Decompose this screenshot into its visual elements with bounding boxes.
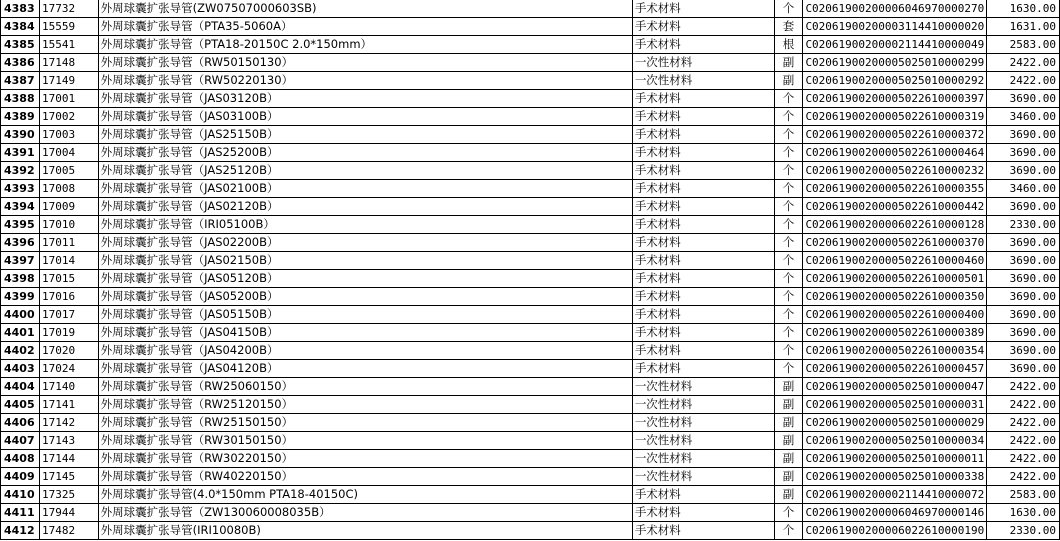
item-name-cell[interactable]: 外周球囊扩张导管（JAS02100B） [98,180,632,198]
category-cell[interactable]: 一次性材料 [632,432,774,450]
item-id-cell[interactable]: 17015 [39,270,98,288]
unit-cell[interactable]: 个 [774,198,803,216]
item-code-cell[interactable]: C02061900200005025010000292 [803,72,987,90]
category-cell[interactable]: 手术材料 [632,126,774,144]
table-row[interactable] [1,180,1060,198]
item-id-cell[interactable]: 17142 [39,414,98,432]
item-code-cell[interactable]: C02061900200005025010000029 [803,414,987,432]
unit-cell[interactable]: 个 [774,342,803,360]
table-row[interactable] [1,378,1060,396]
price-cell[interactable]: 3690.00 [987,342,1060,360]
item-name-cell[interactable]: 外周球囊扩张导管（JAS04120B） [98,360,632,378]
item-name-cell[interactable]: 外周球囊扩张导管（RW50220130） [98,72,632,90]
item-code-cell[interactable]: C02061900200005025010000338 [803,468,987,486]
table-row[interactable] [1,324,1060,342]
table-row[interactable] [1,18,1060,36]
unit-cell[interactable]: 个 [774,324,803,342]
row-index-cell[interactable]: 4395 [1,216,40,234]
row-index-cell[interactable]: 4404 [1,378,40,396]
item-id-cell[interactable]: 17482 [39,522,98,540]
category-cell[interactable]: 手术材料 [632,342,774,360]
item-code-cell[interactable]: C02061900200002114410000072 [803,486,987,504]
category-cell[interactable]: 一次性材料 [632,54,774,72]
unit-cell[interactable]: 副 [774,414,803,432]
item-id-cell[interactable]: 17019 [39,324,98,342]
category-cell[interactable]: 手术材料 [632,306,774,324]
price-cell[interactable]: 3460.00 [987,180,1060,198]
item-name-cell[interactable]: 外周球囊扩张导管（JAS02120B） [98,198,632,216]
item-code-cell[interactable]: C02061900200005025010000011 [803,450,987,468]
unit-cell[interactable]: 个 [774,108,803,126]
item-id-cell[interactable]: 17002 [39,108,98,126]
item-id-cell[interactable]: 17145 [39,468,98,486]
category-cell[interactable]: 手术材料 [632,18,774,36]
price-cell[interactable]: 3690.00 [987,126,1060,144]
unit-cell[interactable]: 个 [774,270,803,288]
item-id-cell[interactable]: 15541 [39,36,98,54]
item-id-cell[interactable]: 17011 [39,234,98,252]
row-index-cell[interactable]: 4399 [1,288,40,306]
table-row[interactable] [1,396,1060,414]
item-code-cell[interactable]: C02061900200005025010000031 [803,396,987,414]
unit-cell[interactable]: 个 [774,126,803,144]
item-code-cell[interactable]: C02061900200006046970000270 [803,0,987,18]
item-id-cell[interactable]: 17944 [39,504,98,522]
item-name-cell[interactable]: 外周球囊扩张导管（RW30150150） [98,432,632,450]
unit-cell[interactable]: 个 [774,288,803,306]
item-name-cell[interactable]: 外周球囊扩张导管（PTA18-20150C 2.0*150mm） [98,36,632,54]
price-cell[interactable]: 2422.00 [987,432,1060,450]
row-index-cell[interactable]: 4387 [1,72,40,90]
price-cell[interactable]: 3690.00 [987,324,1060,342]
item-code-cell[interactable]: C02061900200005022610000372 [803,126,987,144]
item-name-cell[interactable]: 外周球囊扩张导管（RW25150150） [98,414,632,432]
unit-cell[interactable]: 个 [774,234,803,252]
category-cell[interactable]: 一次性材料 [632,396,774,414]
item-code-cell[interactable]: C02061900200005022610000355 [803,180,987,198]
item-code-cell[interactable]: C02061900200006022610000128 [803,216,987,234]
item-id-cell[interactable]: 17001 [39,90,98,108]
table-row[interactable] [1,432,1060,450]
unit-cell[interactable]: 副 [774,432,803,450]
unit-cell[interactable]: 副 [774,72,803,90]
price-cell[interactable]: 1630.00 [987,504,1060,522]
item-code-cell[interactable]: C02061900200005022610000389 [803,324,987,342]
item-name-cell[interactable]: 外周球囊扩张导管(ZW07507000603SB) [98,0,632,18]
category-cell[interactable]: 手术材料 [632,288,774,306]
price-cell[interactable]: 1631.00 [987,18,1060,36]
item-id-cell[interactable]: 17010 [39,216,98,234]
category-cell[interactable]: 手术材料 [632,180,774,198]
category-cell[interactable]: 手术材料 [632,234,774,252]
item-name-cell[interactable]: 外周球囊扩张导管（JAS25120B） [98,162,632,180]
row-index-cell[interactable]: 4391 [1,144,40,162]
unit-cell[interactable]: 个 [774,162,803,180]
item-name-cell[interactable]: 外周球囊扩张导管（RW30220150） [98,450,632,468]
table-row[interactable] [1,306,1060,324]
table-row[interactable] [1,162,1060,180]
item-id-cell[interactable]: 17024 [39,360,98,378]
item-name-cell[interactable]: 外周球囊扩张导管（JAS05200B） [98,288,632,306]
category-cell[interactable]: 手术材料 [632,324,774,342]
table-row[interactable] [1,270,1060,288]
row-index-cell[interactable]: 4409 [1,468,40,486]
row-index-cell[interactable]: 4406 [1,414,40,432]
category-cell[interactable]: 手术材料 [632,90,774,108]
category-cell[interactable]: 手术材料 [632,162,774,180]
unit-cell[interactable]: 副 [774,468,803,486]
row-index-cell[interactable]: 4389 [1,108,40,126]
table-row[interactable] [1,486,1060,504]
item-code-cell[interactable]: C02061900200005022610000319 [803,108,987,126]
item-code-cell[interactable]: C02061900200002114410000049 [803,36,987,54]
item-id-cell[interactable]: 17005 [39,162,98,180]
unit-cell[interactable]: 个 [774,252,803,270]
item-name-cell[interactable]: 外周球囊扩张导管（JAS25200B） [98,144,632,162]
item-id-cell[interactable]: 17016 [39,288,98,306]
price-cell[interactable]: 3690.00 [987,234,1060,252]
unit-cell[interactable]: 个 [774,306,803,324]
item-code-cell[interactable]: C02061900200005022610000400 [803,306,987,324]
item-name-cell[interactable]: 外周球囊扩张导管（RW25060150） [98,378,632,396]
unit-cell[interactable]: 个 [774,216,803,234]
item-name-cell[interactable]: 外周球囊扩张导管（PTA35-5060A） [98,18,632,36]
unit-cell[interactable]: 套 [774,18,803,36]
item-id-cell[interactable]: 17009 [39,198,98,216]
item-name-cell[interactable]: 外周球囊扩张导管（RW50150130） [98,54,632,72]
item-id-cell[interactable]: 15559 [39,18,98,36]
category-cell[interactable]: 手术材料 [632,0,774,18]
price-cell[interactable]: 3460.00 [987,108,1060,126]
table-row[interactable] [1,90,1060,108]
price-cell[interactable]: 2583.00 [987,486,1060,504]
unit-cell[interactable]: 个 [774,522,803,540]
item-id-cell[interactable]: 17732 [39,0,98,18]
item-name-cell[interactable]: 外周球囊扩张导管（ZW130060008035B） [98,504,632,522]
price-cell[interactable]: 2422.00 [987,468,1060,486]
unit-cell[interactable]: 个 [774,504,803,522]
item-code-cell[interactable]: C02061900200005022610000354 [803,342,987,360]
row-index-cell[interactable]: 4412 [1,522,40,540]
item-code-cell[interactable]: C02061900200005022610000370 [803,234,987,252]
price-cell[interactable]: 3690.00 [987,252,1060,270]
row-index-cell[interactable]: 4407 [1,432,40,450]
price-cell[interactable]: 3690.00 [987,360,1060,378]
table-row[interactable] [1,216,1060,234]
table-row[interactable] [1,414,1060,432]
price-cell[interactable]: 2422.00 [987,54,1060,72]
table-row[interactable] [1,468,1060,486]
item-code-cell[interactable]: C02061900200005022610000397 [803,90,987,108]
category-cell[interactable]: 一次性材料 [632,378,774,396]
category-cell[interactable]: 手术材料 [632,108,774,126]
row-index-cell[interactable]: 4410 [1,486,40,504]
unit-cell[interactable]: 副 [774,450,803,468]
unit-cell[interactable]: 个 [774,90,803,108]
category-cell[interactable]: 手术材料 [632,522,774,540]
unit-cell[interactable]: 个 [774,180,803,198]
table-body [1,0,1060,540]
item-id-cell[interactable]: 17144 [39,450,98,468]
item-code-cell[interactable]: C02061900200003114410000020 [803,18,987,36]
item-id-cell[interactable]: 17008 [39,180,98,198]
item-code-cell[interactable]: C02061900200005025010000299 [803,54,987,72]
table-row[interactable] [1,126,1060,144]
item-name-cell[interactable]: 外周球囊扩张导管（JAS25150B） [98,126,632,144]
price-cell[interactable]: 2422.00 [987,72,1060,90]
table-row[interactable] [1,360,1060,378]
category-cell[interactable]: 手术材料 [632,216,774,234]
item-code-cell[interactable]: C02061900200005022610000457 [803,360,987,378]
row-index-cell[interactable]: 4405 [1,396,40,414]
item-id-cell[interactable]: 17143 [39,432,98,450]
price-cell[interactable]: 3690.00 [987,306,1060,324]
row-index-cell[interactable]: 4393 [1,180,40,198]
table-row[interactable] [1,144,1060,162]
table-row[interactable] [1,252,1060,270]
price-cell[interactable]: 2422.00 [987,450,1060,468]
item-name-cell[interactable]: 外周球囊扩张导管（JAS04150B） [98,324,632,342]
item-id-cell[interactable]: 17004 [39,144,98,162]
price-cell[interactable]: 3690.00 [987,270,1060,288]
item-name-cell[interactable]: 外周球囊扩张导管（JAS03120B） [98,90,632,108]
price-cell[interactable]: 3690.00 [987,144,1060,162]
row-index-cell[interactable]: 4386 [1,54,40,72]
category-cell[interactable]: 手术材料 [632,252,774,270]
category-cell[interactable]: 手术材料 [632,144,774,162]
item-name-cell[interactable]: 外周球囊扩张导管（JAS05150B） [98,306,632,324]
table-row[interactable] [1,450,1060,468]
item-id-cell[interactable]: 17325 [39,486,98,504]
table-row[interactable] [1,504,1060,522]
item-id-cell[interactable]: 17149 [39,72,98,90]
unit-cell[interactable]: 副 [774,396,803,414]
item-id-cell[interactable]: 17003 [39,126,98,144]
table-row[interactable] [1,234,1060,252]
item-name-cell[interactable]: 外周球囊扩张导管(IRI10080B) [98,522,632,540]
item-code-cell[interactable]: C02061900200005025010000034 [803,432,987,450]
price-cell[interactable]: 2422.00 [987,396,1060,414]
item-name-cell[interactable]: 外周球囊扩张导管（IRI05100B） [98,216,632,234]
row-index-cell[interactable]: 4398 [1,270,40,288]
category-cell[interactable]: 一次性材料 [632,414,774,432]
row-index-cell[interactable]: 4408 [1,450,40,468]
item-id-cell[interactable]: 17141 [39,396,98,414]
item-code-cell[interactable]: C02061900200005022610000442 [803,198,987,216]
table-row[interactable] [1,108,1060,126]
row-index-cell[interactable]: 4402 [1,342,40,360]
item-code-cell[interactable]: C02061900200005022610000464 [803,144,987,162]
row-index-cell[interactable]: 4400 [1,306,40,324]
category-cell[interactable]: 手术材料 [632,36,774,54]
table-row[interactable] [1,198,1060,216]
item-name-cell[interactable]: 外周球囊扩张导管（JAS02150B） [98,252,632,270]
item-code-cell[interactable]: C02061900200005022610000501 [803,270,987,288]
item-name-cell[interactable]: 外周球囊扩张导管（JAS04200B） [98,342,632,360]
item-name-cell[interactable]: 外周球囊扩张导管（JAS05120B） [98,270,632,288]
item-id-cell[interactable]: 17017 [39,306,98,324]
item-id-cell[interactable]: 17148 [39,54,98,72]
unit-cell[interactable]: 个 [774,360,803,378]
item-code-cell[interactable]: C02061900200006046970000146 [803,504,987,522]
price-cell[interactable]: 2330.00 [987,216,1060,234]
item-name-cell[interactable]: 外周球囊扩张导管（RW40220150） [98,468,632,486]
item-code-cell[interactable]: C02061900200005022610000350 [803,288,987,306]
category-cell[interactable]: 手术材料 [632,486,774,504]
row-index-cell[interactable]: 4385 [1,36,40,54]
unit-cell[interactable]: 副 [774,486,803,504]
price-cell[interactable]: 3690.00 [987,198,1060,216]
table-row[interactable] [1,0,1060,18]
unit-cell[interactable]: 根 [774,36,803,54]
category-cell[interactable]: 一次性材料 [632,72,774,90]
item-code-cell[interactable]: C02061900200005022610000232 [803,162,987,180]
row-index-cell[interactable]: 4401 [1,324,40,342]
row-index-cell[interactable]: 4390 [1,126,40,144]
row-index-cell[interactable]: 4394 [1,198,40,216]
item-name-cell[interactable]: 外周球囊扩张导管(4.0*150mm PTA18-40150C) [98,486,632,504]
category-cell[interactable]: 手术材料 [632,360,774,378]
row-index-cell[interactable]: 4397 [1,252,40,270]
item-id-cell[interactable]: 17020 [39,342,98,360]
price-cell[interactable]: 3690.00 [987,288,1060,306]
price-cell[interactable]: 2422.00 [987,414,1060,432]
category-cell[interactable]: 一次性材料 [632,468,774,486]
table-row[interactable] [1,72,1060,90]
category-cell[interactable]: 手术材料 [632,270,774,288]
unit-cell[interactable]: 副 [774,378,803,396]
table-row[interactable] [1,288,1060,306]
table-row[interactable] [1,522,1060,540]
item-name-cell[interactable]: 外周球囊扩张导管（RW25120150） [98,396,632,414]
row-index-cell[interactable]: 4383 [1,0,40,18]
price-cell[interactable]: 3690.00 [987,162,1060,180]
table-row[interactable] [1,342,1060,360]
item-id-cell[interactable]: 17014 [39,252,98,270]
category-cell[interactable]: 一次性材料 [632,450,774,468]
price-cell[interactable]: 2422.00 [987,378,1060,396]
category-cell[interactable]: 手术材料 [632,198,774,216]
price-cell[interactable]: 2583.00 [987,36,1060,54]
row-index-cell[interactable]: 4403 [1,360,40,378]
table-row[interactable] [1,36,1060,54]
item-code-cell[interactable]: C02061900200005025010000047 [803,378,987,396]
item-code-cell[interactable]: C02061900200005022610000460 [803,252,987,270]
item-id-cell[interactable]: 17140 [39,378,98,396]
unit-cell[interactable]: 个 [774,144,803,162]
row-index-cell[interactable]: 4392 [1,162,40,180]
unit-cell[interactable]: 个 [774,0,803,18]
item-name-cell[interactable]: 外周球囊扩张导管（JAS02200B） [98,234,632,252]
item-code-cell[interactable]: C02061900200006022610000190 [803,522,987,540]
price-cell[interactable]: 1630.00 [987,0,1060,18]
row-index-cell[interactable]: 4396 [1,234,40,252]
item-name-cell[interactable]: 外周球囊扩张导管（JAS03100B） [98,108,632,126]
row-index-cell[interactable]: 4411 [1,504,40,522]
unit-cell[interactable]: 副 [774,54,803,72]
row-index-cell[interactable]: 4388 [1,90,40,108]
row-index-cell[interactable]: 4384 [1,18,40,36]
price-cell[interactable]: 2330.00 [987,522,1060,540]
category-cell[interactable]: 手术材料 [632,504,774,522]
price-cell[interactable]: 3690.00 [987,90,1060,108]
table-row[interactable] [1,54,1060,72]
